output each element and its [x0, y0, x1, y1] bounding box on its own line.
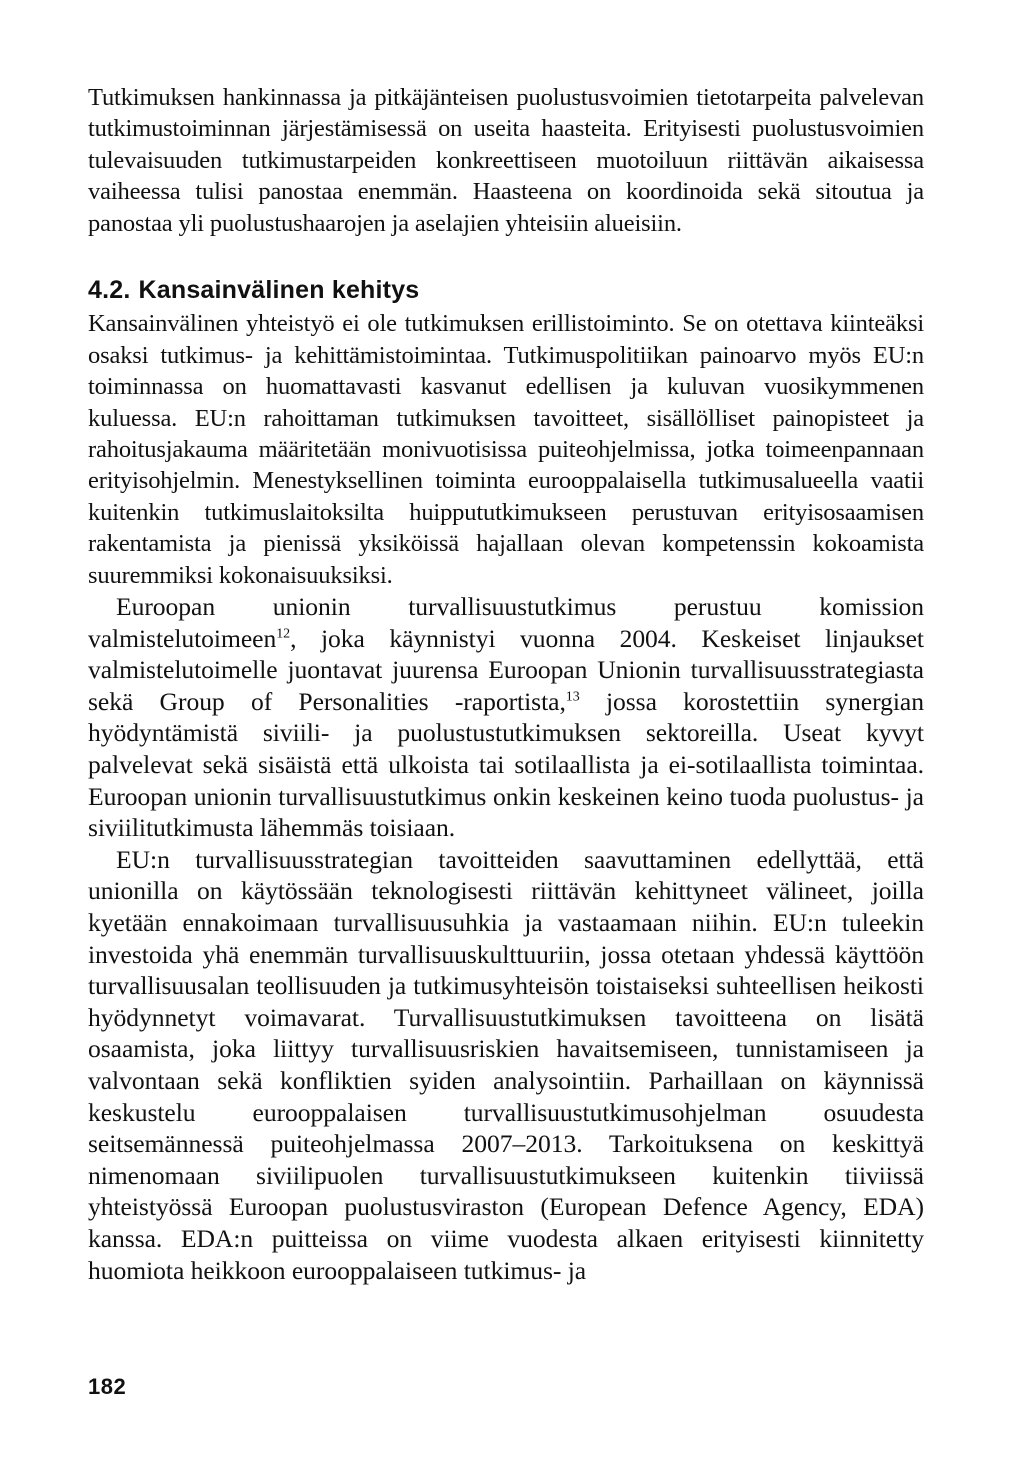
paragraph-2-part-b: , joka käynnistyi vuonna 2004. Keskeiset linjaukset valmistelutoimelle juontavat juurensa Euroopan Unionin turvallisuusstrategiasta sekä Group of Personalities -raportista,: [88, 623, 924, 716]
page-number: 182: [88, 1374, 127, 1399]
paragraph-international-cooperation: Kansainvälinen yhteistyö ei ole tutkimuksen erillistoiminto. Se on otettava kiinteäksi osaksi tutkimus- ja kehittämistoimintaa. Tutkimuspolitiikan painoarvo myös EU:n toiminnassa on huomattavasti kasvanut edellisen ja kuluvan vuosikymmenen kuluessa. EU:n rahoittaman tutkimuksen tavoitteet, sisällölliset painopisteet ja rahoitusjakauma määritetään monivuotisissa puiteohjelmissa, jotka toimeenpannaan erityisohjelmin. Menestyksellinen toiminta eurooppalaisella tutkimusalueella vaatii kuitenkin tutkimuslaitoksilta huippututkimukseen perustuvan erityisosaamisen rakentamista ja pienissä yksiköissä hajallaan olevan kompetenssin kokoamista suuremmiksi kokonaisuuksiksi.: [88, 310, 924, 589]
footnote-ref-12[interactable]: 12: [276, 626, 291, 642]
section-content: [88, 308, 924, 1286]
paragraph-security-research: [88, 591, 924, 844]
paragraph-security-strategy: EU:n turvallisuusstrategian tavoitteiden saavuttaminen edellyttää, että unionilla on käytössään teknologisesti riittävän kehittyneet välineet, joilla kyetään ennakoimaan turvallisuusuhkia ja vastaamaan niihin. EU:n tuleekin investoida yhä enemmän turvallisuuskulttuuriin, jossa otetaan yhdessä käyttöön turvallisuusalan teollisuuden ja tutkimusyhteisön toistaiseksi suhteellisen heikosti hyödynnetyt voimavarat. Turvallisuustutkimuksen tavoitteena on lisätä osaamista, joka liittyy turvallisuusriskien havaitsemiseen, tunnistamiseen ja valvontaan sekä konfliktien syiden analysointiin. Parhaillaan on käynnissä keskustelu eurooppalaisen turvallisuustutkimusohjelman osuudesta seitsemännessä puiteohjelmassa 2007–2013. Tarkoituksena on keskittyä nimenomaan siviilipuolen turvallisuustutkimukseen kuitenkin tiiviissä yhteistyössä Euroopan puolustusviraston (European Defence Agency, EDA) kanssa. EDA:n puitteissa on viime vuodesta alkaen erityisesti kiinnitetty huomiota heikkoon eurooppalaiseen tutkimus- ja: [88, 844, 924, 1285]
page-body: [88, 82, 924, 1286]
footnote-ref-13[interactable]: 13: [565, 689, 580, 705]
section-title: Kansainvälinen kehitys: [138, 276, 420, 305]
paragraph-2-part-a: Euroopan unionin turvallisuustutkimus perustuu komission valmistelutoimeen: [88, 592, 924, 653]
section-heading: [88, 275, 924, 306]
paragraph-2-part-c: jossa korostettiin synergian hyödyntämistä siviili- ja puolustustutkimuksen sektoreilla. Useat kyvyt palvelevat sekä sisäistä että ulkoista tai sotilaallista ja ei-sotilaallista toimintaa. Euroopan unionin turvallisuustutkimus onkin keskeinen keino tuoda puolustus- ja siviilitutkimusta lähemmäs toisiaan.: [88, 686, 924, 843]
intro-paragraph: Tutkimuksen hankinnassa ja pitkäjänteisen puolustusvoimien tietotarpeita palvelevan tutkimustoiminnan järjestämisessä on useita haasteita. Erityisesti puolustusvoimien tulevaisuuden tutkimustarpeiden konkreettiseen muotoiluun riittävän aikaisessa vaiheessa tulisi panostaa enemmän. Haasteena on koordinoida sekä sitoutua ja panostaa yli puolustushaarojen ja aselajien yhteisiin alueisiin.: [88, 84, 924, 237]
section-number: 4.2.: [88, 276, 131, 305]
